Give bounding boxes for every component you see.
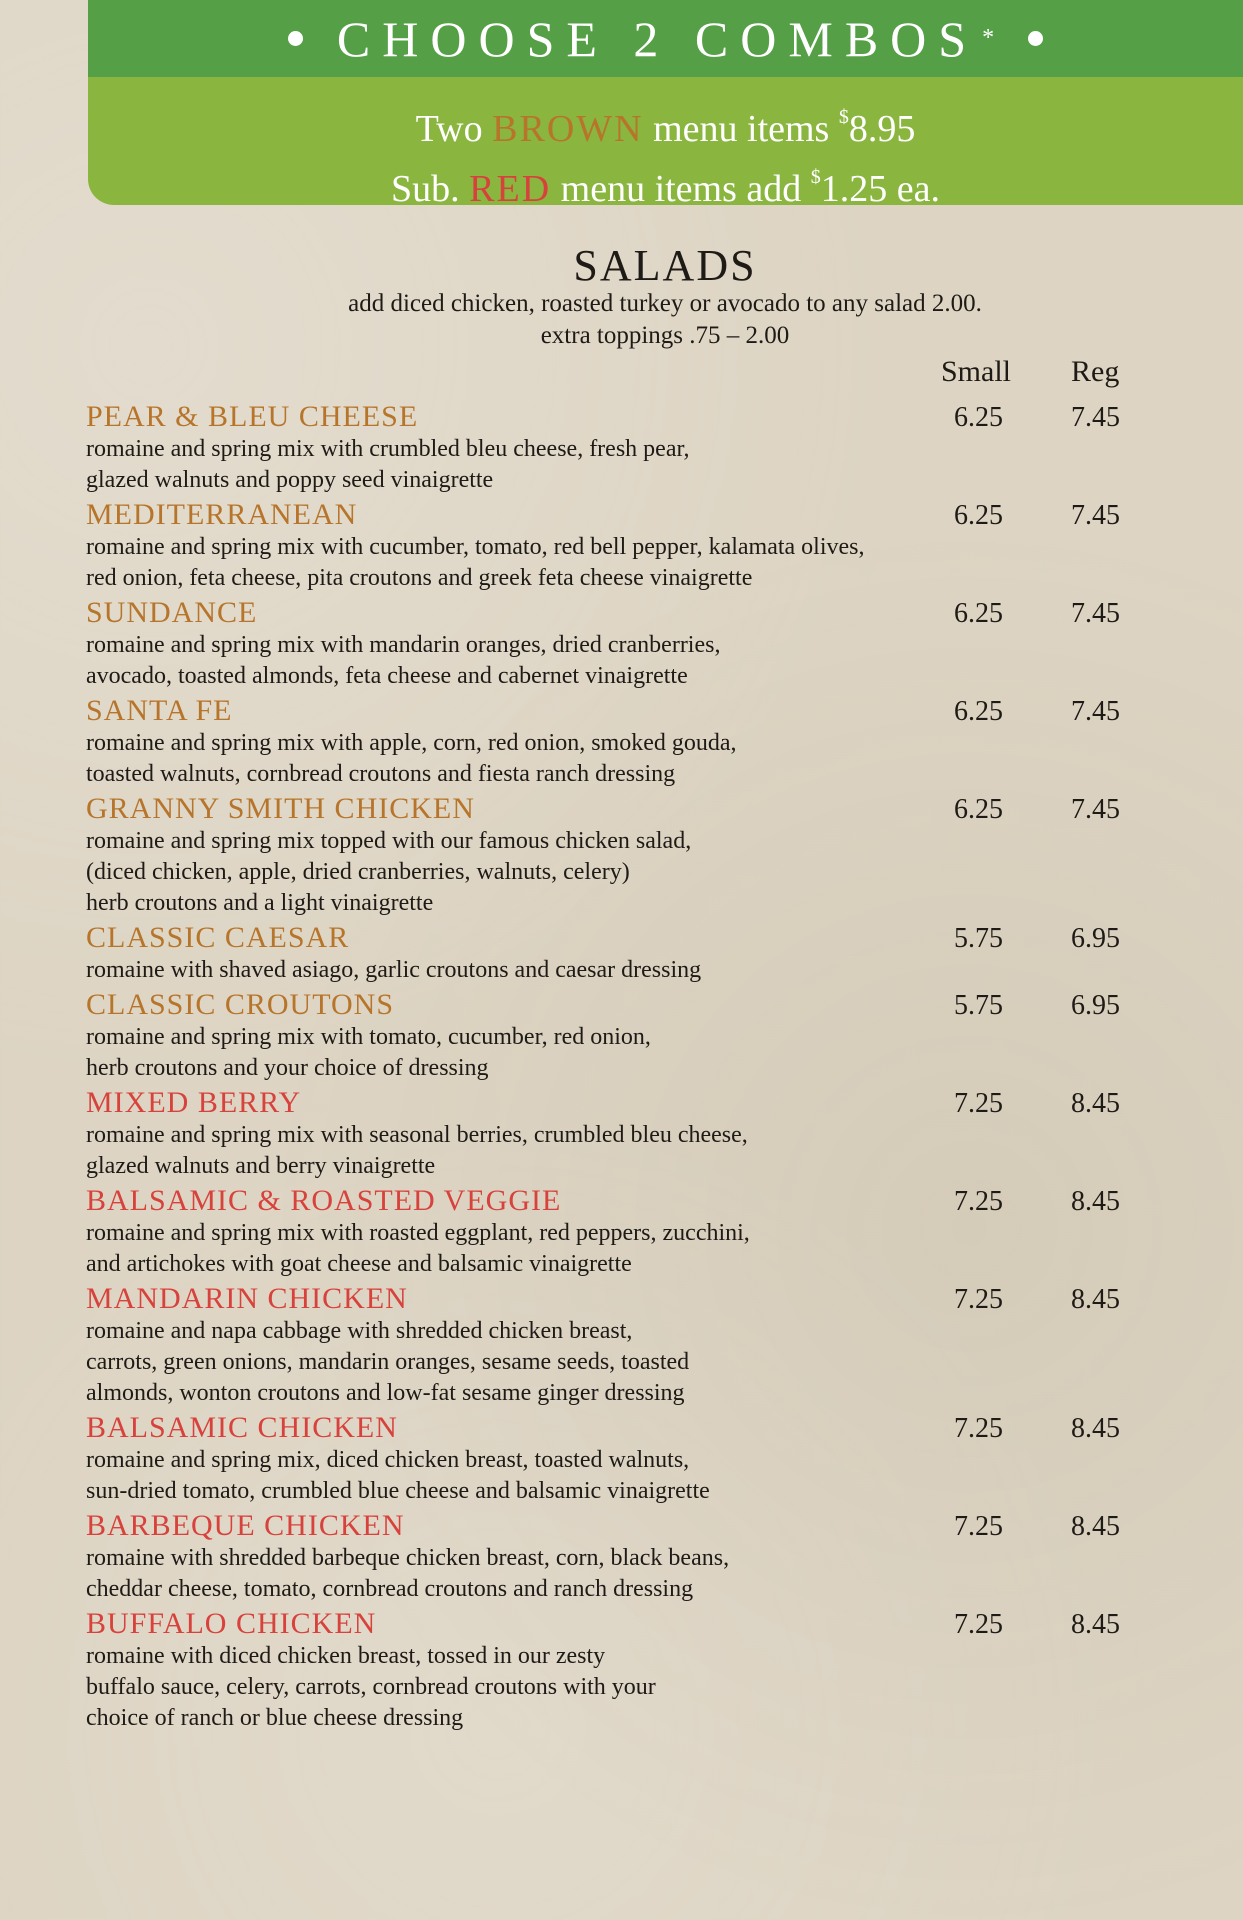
menu-item [86,596,1186,692]
menu-item-price-reg: 8.45 [1071,1413,1120,1444]
menu-item-description [86,630,926,692]
menu-item-description-line: choice of ranch or blue cheese dressing [86,1705,464,1731]
menu-item-description-line: romaine and spring mix with cucumber, tomato, red bell pepper, kalamata olives, [86,534,865,560]
menu-item-description-line: almonds, wonton croutons and low-fat sesame ginger dressing [86,1380,685,1406]
menu-item-price-small: 7.25 [954,1511,1003,1542]
menu-item-description [86,1445,926,1507]
menu-item [86,498,1186,594]
combo-line1-price: 8.95 [848,108,916,150]
menu-item-description [86,434,926,496]
menu-item-description [86,1316,926,1409]
combo-line-brown [88,93,1243,153]
combo-asterisk: * [982,25,995,51]
menu-item-description-line: romaine and spring mix with tomato, cucumber, red onion, [86,1024,651,1050]
combo-line2-prefix: Sub. [391,168,460,205]
menu-item [86,988,1186,1084]
menu-item-description [86,1543,926,1605]
menu-item-price-small: 6.25 [954,696,1003,727]
menu-item-name: MEDITERRANEAN [86,498,358,531]
menu-item-description-line: herb croutons and a light vinaigrette [86,890,434,916]
combo-line-red [88,153,1243,205]
section-note [0,288,1243,352]
menu-item [86,1607,1186,1734]
menu-item-description [86,532,926,594]
menu-item-price-small: 6.25 [954,598,1003,629]
combo-headline: CHOOSE 2 COMBOS [336,10,979,67]
section-note-line1: add diced chicken, roasted turkey or avocado to any salad 2.00. [348,290,982,317]
menu-item-name: GRANNY SMITH CHICKEN [86,792,475,825]
menu-item-name: SUNDANCE [86,596,258,629]
menu-item [86,1184,1186,1280]
menu-item-description [86,728,926,790]
combo-line1-currency: $ [838,106,849,128]
menu-item-description-line: glazed walnuts and berry vinaigrette [86,1153,436,1179]
menu-item-price-small: 7.25 [954,1413,1003,1444]
menu-item-name: BARBEQUE CHICKEN [86,1509,405,1542]
menu-item-description-line: romaine and spring mix with mandarin oranges, dried cranberries, [86,632,721,658]
menu-item [86,1282,1186,1409]
menu-item-description-line: (diced chicken, apple, dried cranberries, walnuts, celery) [86,859,630,885]
menu-item-price-small: 5.75 [954,923,1003,954]
menu-item-price-small: 7.25 [954,1186,1003,1217]
menu-item-description-line: romaine and spring mix with crumbled bleu cheese, fresh pear, [86,436,690,462]
menu-item-name: BALSAMIC CHICKEN [86,1411,398,1444]
menu-item-description-line: buffalo sauce, celery, carrots, cornbread croutons with your [86,1674,656,1700]
menu-item-name: BUFFALO CHICKEN [86,1607,377,1640]
menu-item-price-reg: 8.45 [1071,1284,1120,1315]
menu-item-price-small: 7.25 [954,1284,1003,1315]
menu-item-price-small: 6.25 [954,402,1003,433]
menu-item-description-line: romaine and spring mix with roasted eggplant, red peppers, zucchini, [86,1220,750,1246]
menu-item [86,792,1186,919]
menu-item-description-line: herb croutons and your choice of dressing [86,1055,489,1081]
menu-item-description-line: romaine and spring mix topped with our famous chicken salad, [86,828,692,854]
menu-item [86,1509,1186,1605]
menu-item-price-reg: 8.45 [1071,1088,1120,1119]
menu-item-name: MANDARIN CHICKEN [86,1282,408,1315]
menu-item-price-reg: 6.95 [1071,923,1120,954]
menu-item-price-reg: 8.45 [1071,1511,1120,1542]
menu-item-price-reg: 8.45 [1071,1609,1120,1640]
menu-item-description-line: romaine with diced chicken breast, tossed in our zesty [86,1643,606,1669]
combo-banner [88,0,1243,205]
menu-item-description-line: and artichokes with goat cheese and balsamic vinaigrette [86,1251,632,1277]
combo-line1-middle: menu items [653,108,830,150]
combo-pricing [88,77,1243,205]
menu-item-description-line: avocado, toasted almonds, feta cheese and cabernet vinaigrette [86,663,688,689]
menu-item-description-line: red onion, feta cheese, pita croutons and greek feta cheese vinaigrette [86,565,753,591]
menu-item-price-small: 6.25 [954,794,1003,825]
menu-item-description-line: romaine and spring mix with apple, corn, red onion, smoked gouda, [86,730,737,756]
combo-line1-prefix: Two [415,108,483,150]
menu-item-price-reg: 7.45 [1071,794,1120,825]
menu-item-description [86,1641,926,1734]
combo-line2-price: 1.25 ea. [820,168,940,205]
combo-line1-keyword: BROWN [492,108,644,150]
menu-item [86,694,1186,790]
menu-item [86,1411,1186,1507]
section-note-line2: extra toppings .75 – 2.00 [540,322,790,349]
combo-headline-bar [88,0,1243,77]
menu-item-description-line: romaine and napa cabbage with shredded chicken breast, [86,1318,633,1344]
menu-item [86,921,1186,986]
menu-item-name: BALSAMIC & ROASTED VEGGIE [86,1184,562,1217]
menu-item-description [86,1120,926,1182]
bullet-left-icon [288,31,303,46]
menu-item-name: CLASSIC CAESAR [86,921,350,954]
menu-item-description-line: toasted walnuts, cornbread croutons and fiesta ranch dressing [86,761,676,787]
menu-item-price-reg: 7.45 [1071,402,1120,433]
combo-line2-middle: menu items add [560,168,802,205]
menu-item-description-line: sun-dried tomato, crumbled blue cheese and balsamic vinaigrette [86,1478,710,1504]
menu-item-description [86,1022,926,1084]
menu-item-description [86,1218,926,1280]
combo-line2-currency: $ [810,166,821,188]
menu-item-description-line: romaine and spring mix, diced chicken breast, toasted walnuts, [86,1447,690,1473]
menu-item-description [86,955,926,986]
menu-item-name: CLASSIC CROUTONS [86,988,395,1021]
menu-item-description-line: romaine with shaved asiago, garlic croutons and caesar dressing [86,957,702,983]
menu-item-price-reg: 7.45 [1071,598,1120,629]
column-header-small: Small [941,355,1012,388]
menu-item-price-reg: 6.95 [1071,990,1120,1021]
menu-item [86,400,1186,496]
menu-item [86,1086,1186,1182]
menu-item-description-line: cheddar cheese, tomato, cornbread croutons and ranch dressing [86,1576,694,1602]
menu-item-price-reg: 7.45 [1071,696,1120,727]
combo-line2-keyword: RED [469,168,552,205]
menu-item-description-line: glazed walnuts and poppy seed vinaigrette [86,467,494,493]
menu-item-list [86,400,1186,1736]
menu-item-name: MIXED BERRY [86,1086,302,1119]
menu-item-price-small: 7.25 [954,1609,1003,1640]
column-header-reg: Reg [1071,355,1120,388]
menu-item-price-reg: 7.45 [1071,500,1120,531]
menu-item-description [86,826,926,919]
bullet-right-icon [1028,31,1043,46]
menu-item-price-small: 5.75 [954,990,1003,1021]
menu-item-name: PEAR & BLEU CHEESE [86,400,419,433]
menu-item-description-line: carrots, green onions, mandarin oranges, sesame seeds, toasted [86,1349,690,1375]
menu-item-name: SANTA FE [86,694,233,727]
menu-item-description-line: romaine with shredded barbeque chicken breast, corn, black beans, [86,1545,730,1571]
menu-item-price-reg: 8.45 [1071,1186,1120,1217]
menu-item-description-line: romaine and spring mix with seasonal berries, crumbled bleu cheese, [86,1122,748,1148]
menu-item-price-small: 6.25 [954,500,1003,531]
section-title: SALADS [573,241,757,290]
menu-item-price-small: 7.25 [954,1088,1003,1119]
